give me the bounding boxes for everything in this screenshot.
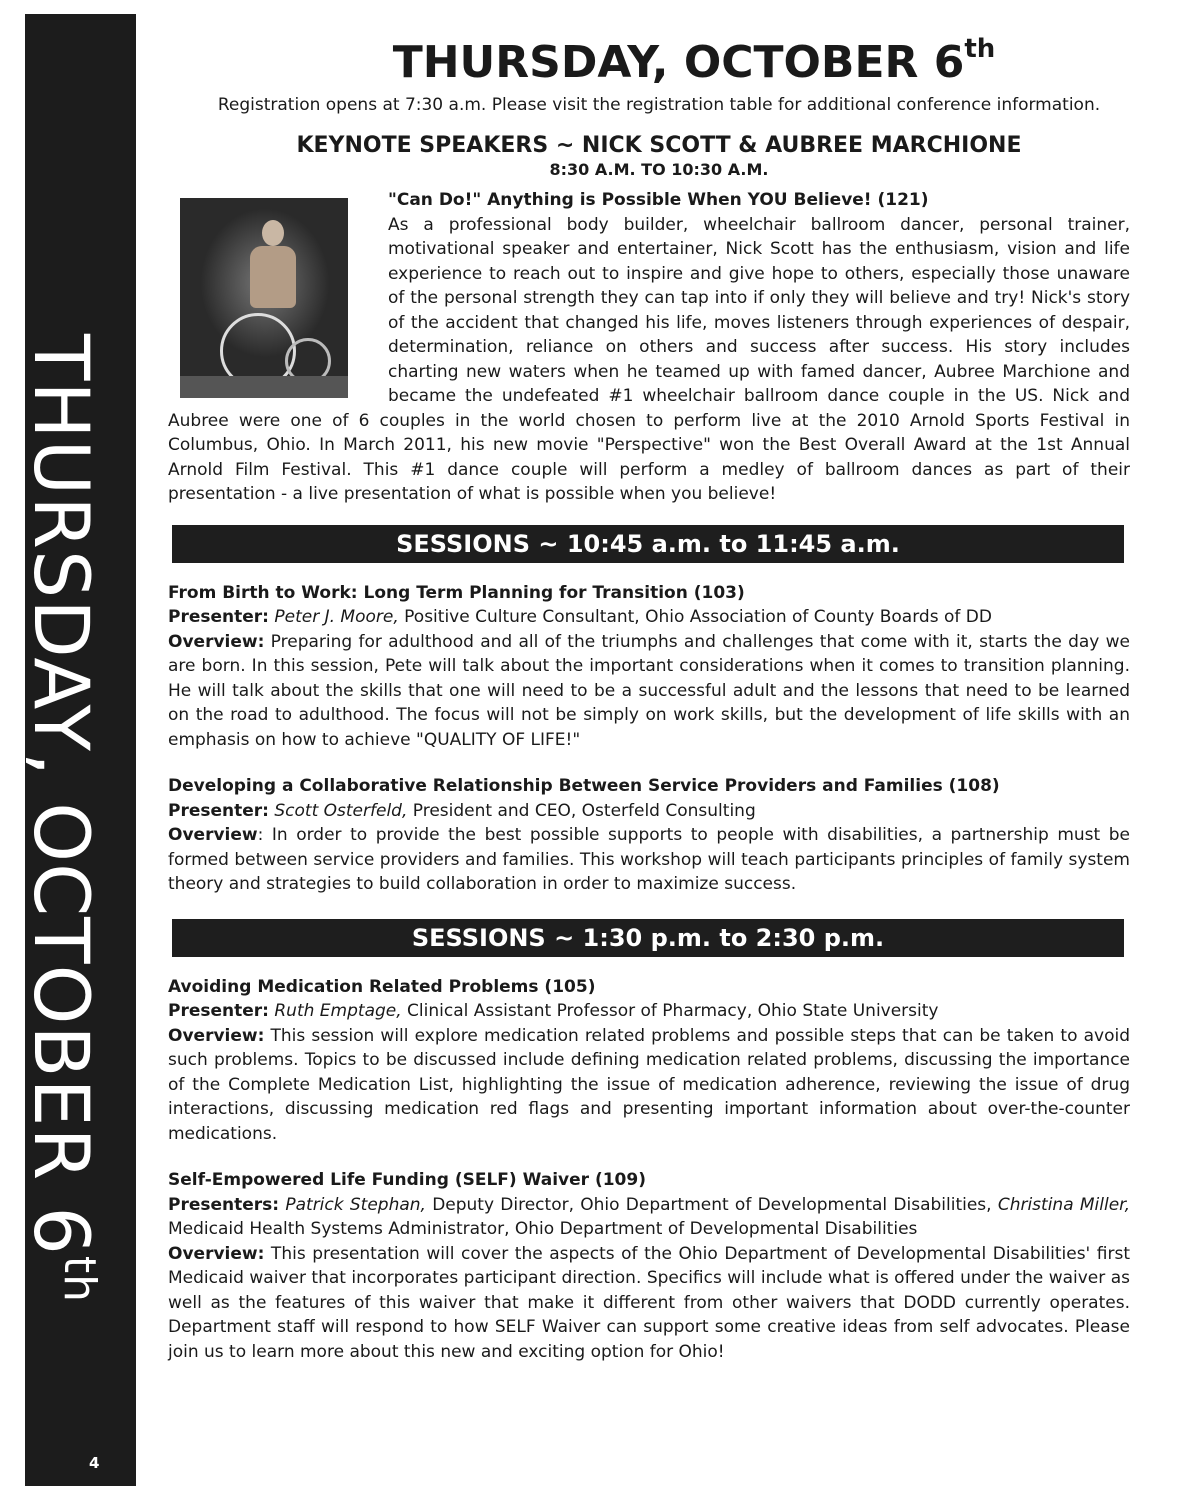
registration-note: Registration opens at 7:30 a.m. Please visit the registration table for additional conference information. xyxy=(217,95,1101,115)
presenter-role: Clinical Assistant Professor of Pharmacy, Ohio State University xyxy=(401,1001,939,1021)
session-105 xyxy=(168,975,1130,1147)
overview-text: This session will explore medication related problems and possible steps that can be taken to avoid such problems. Topics to be discussed include defining medication related problems, discussing the importance of the Complete Medication List, highlighting the issue of medication adherence, reviewing the issue of drug interactions, discussing medication red flags and presenting important information about over-the-counter medications. xyxy=(168,1025,1130,1144)
overview-text: Preparing for adulthood and all of the triumphs and challenges that come with it, starts the day we are born. In this session, Pete will talk about the important considerations when it comes to transition planning. He will talk about the skills that one will need to be a successful adult and the lessons that need to be learned on the road to adulthood. The focus will not be simply on work skills, but the development of life skills with an emphasis on how to achieve "QUALITY OF LIFE!" xyxy=(168,631,1130,750)
overview-label: Overview xyxy=(168,825,258,845)
session-103 xyxy=(168,581,1130,753)
session-title: From Birth to Work: Long Term Planning for Transition (103) xyxy=(168,582,745,603)
presenter-name: Scott Osterfeld, xyxy=(274,800,408,821)
page-number: 4 xyxy=(89,1454,100,1472)
overview-text: : In order to provide the best possible supports to people with disabilities, a partnership must be formed between service providers and families. This workshop will teach participants principles of family system theory and strategies to build collaboration in order to maximize success. xyxy=(168,825,1130,894)
session-title: Avoiding Medication Related Problems (105) xyxy=(168,976,596,997)
keynote-section xyxy=(168,188,1130,507)
keynote-time: 8:30 A.M. TO 10:30 A.M. xyxy=(549,160,769,179)
presenter-label: Presenter: xyxy=(168,1001,269,1021)
session-band-afternoon: SESSIONS ~ 1:30 p.m. to 2:30 p.m. xyxy=(172,919,1124,957)
presenter-name: Peter J. Moore, xyxy=(274,607,399,627)
presenter-label: Presenter: xyxy=(168,800,269,821)
speaker-photo xyxy=(180,198,348,398)
overview-label: Overview: xyxy=(168,631,265,652)
presenter-role: President and CEO, Osterfeld Consulting xyxy=(407,800,756,821)
presenter-label: Presenters: xyxy=(168,1194,280,1215)
presenter-label: Presenter: xyxy=(168,607,269,627)
keynote-session-title: "Can Do!" Anything is Possible When YOU Believe! (121) xyxy=(388,190,929,210)
page-title: THURSDAY, OCTOBER 6th xyxy=(392,34,996,88)
presenter-role-2: Medicaid Health Systems Administrator, Ohio Department of Developmental Disabilities xyxy=(168,1219,918,1239)
session-109 xyxy=(168,1168,1130,1364)
presenter-name-2: Christina Miller, xyxy=(997,1194,1131,1215)
session-band-morning: SESSIONS ~ 10:45 a.m. to 11:45 a.m. xyxy=(172,525,1124,563)
overview-text: This presentation will cover the aspects of the Ohio Department of Developmental Disabilities' first Medicaid waiver that incorporates participant direction. Specifics will include what is offered under the waiver as well as the features of this waiver that make it different from other waivers that DODD currently operates. Department staff will respond to how SELF Waiver can support some creative ideas from self advocates. Please join us to learn more about this new and exciting option for Ohio! xyxy=(168,1243,1130,1362)
overview-label: Overview: xyxy=(168,1243,265,1264)
keynote-heading: KEYNOTE SPEAKERS ~ NICK SCOTT & AUBREE MARCHIONE xyxy=(296,133,1022,158)
overview-label: Overview: xyxy=(168,1025,265,1046)
sidebar xyxy=(17,14,136,1486)
main-content xyxy=(168,18,1130,1386)
sidebar-title: THURSDAY, OCTOBER 6th xyxy=(17,334,106,1304)
session-title: Developing a Collaborative Relationship Between Service Providers and Families (108) xyxy=(168,776,1000,796)
presenter-name: Patrick Stephan, xyxy=(285,1194,426,1215)
presenter-role: Deputy Director, Ohio Department of Developmental Disabilities, xyxy=(425,1194,998,1215)
presenter-role: Positive Culture Consultant, Ohio Association of County Boards of DD xyxy=(398,607,992,627)
session-title: Self-Empowered Life Funding (SELF) Waiver (109) xyxy=(168,1170,646,1190)
presenter-name: Ruth Emptage, xyxy=(274,1001,402,1021)
keynote-description: As a professional body builder, wheelchair ballroom dancer, personal trainer, motivational speaker and entertainer, Nick Scott has the enthusiasm, vision and life experience to reach out to inspire and give hope to others, especially those unaware of the personal strength they can tap into if only they will believe and try! Nick's story of the accident that changed his life, moves listeners through experiences of despair, determination, reliance on others and success after success. His story includes charting new waters when he teamed up with famed dancer, Aubree Marchione and became the undefeated #1 wheelchair ballroom dance couple in the US. Nick and Aubree were one of 6 couples in the world chosen to perform live at the 2010 Arnold Sports Festival in Columbus, Ohio. In March 2011, his new movie "Perspective" won the Best Overall Award at the 1st Annual Arnold Film Festival. This #1 dance couple will perform a medley of ballroom dances as part of their presentation - a live presentation of what is possible when you believe! xyxy=(168,214,1130,504)
session-108 xyxy=(168,774,1130,897)
